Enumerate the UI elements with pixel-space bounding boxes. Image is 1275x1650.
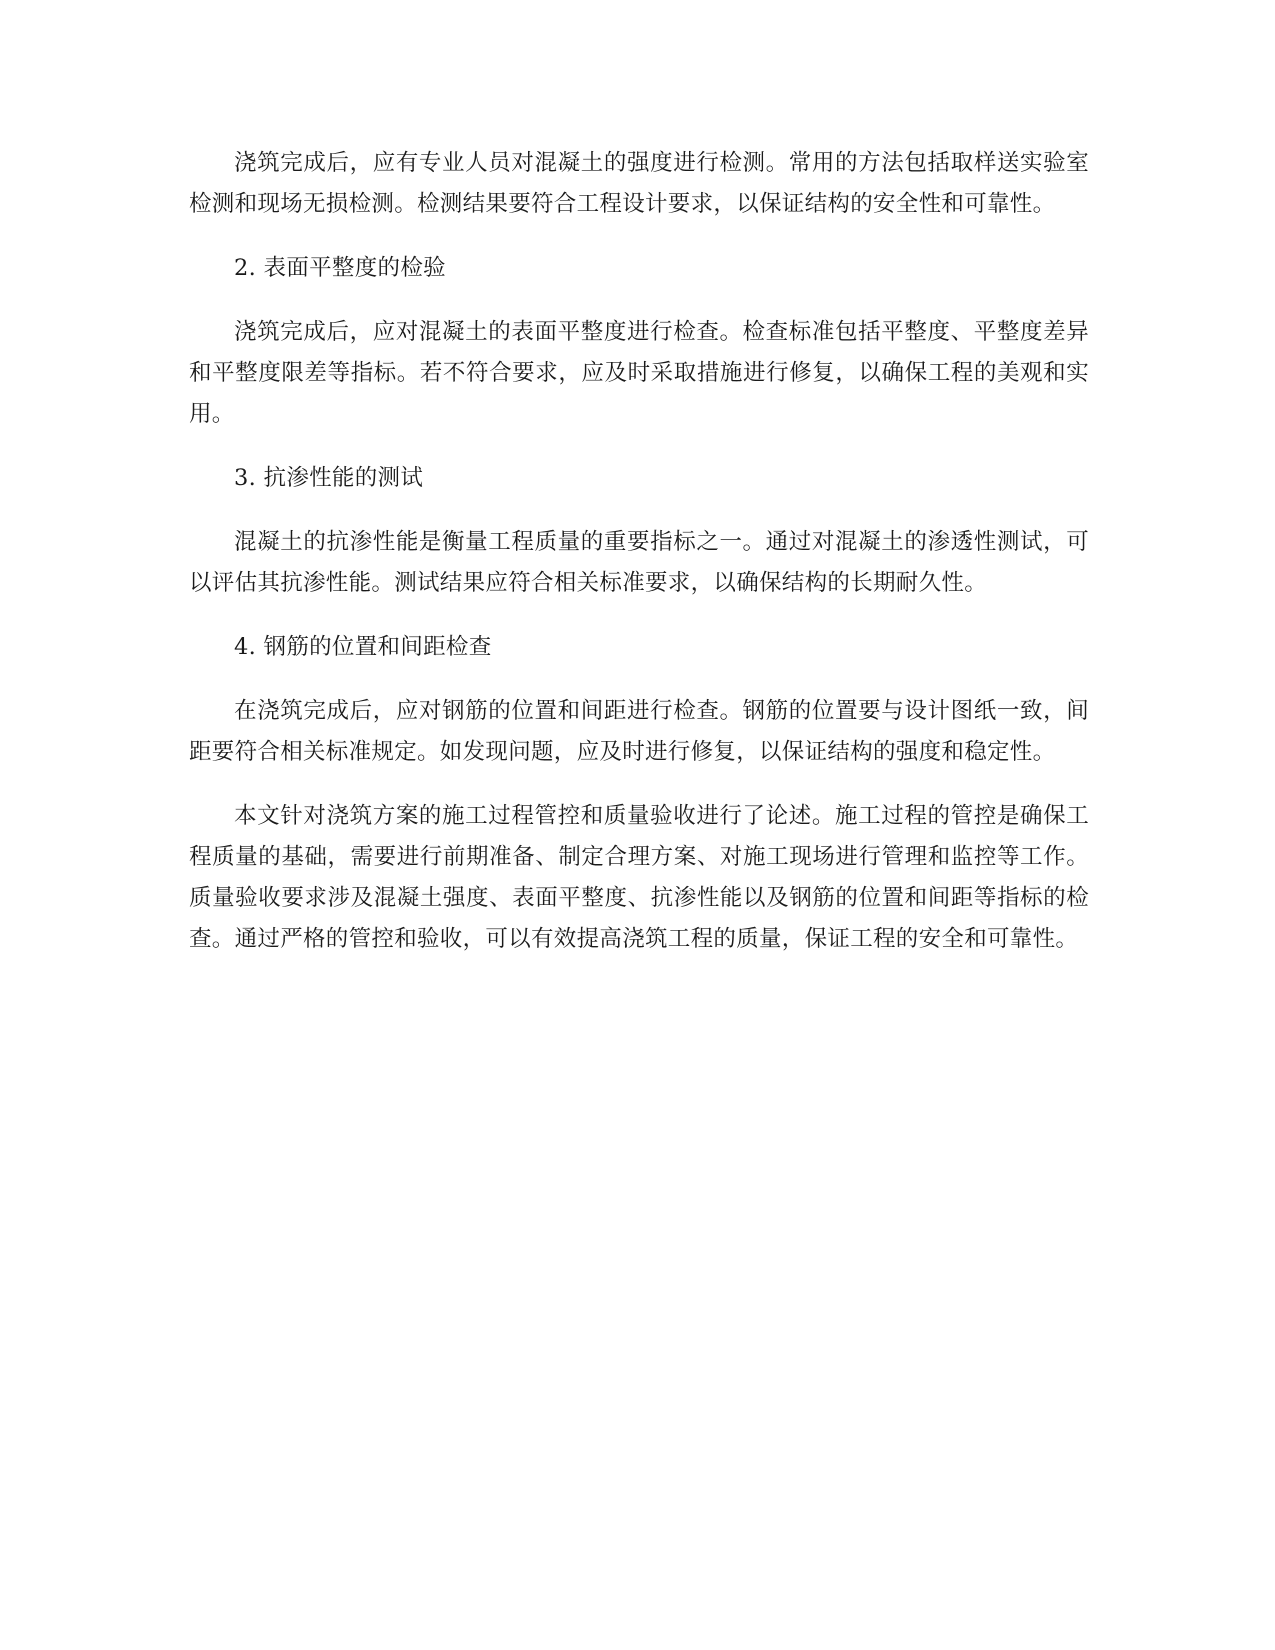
section-heading-rebar-check: 4. 钢筋的位置和间距检查 bbox=[234, 634, 492, 660]
paragraph-conclusion: 本文针对浇筑方案的施工过程管控和质量验收进行了论述。施工过程的管控是确保工程质量的基础，需要进行前期准备、制定合理方案、对施工现场进行管理和监控等工作。质量验收要求涉及混凝土强度、表面平整度、抗渗性能以及钢筋的位置和间距等指标的检查。通过严格的管控和验收，可以有效提高浇筑工程的质量，保证工程的安全和可靠性。 bbox=[189, 803, 1089, 952]
paragraph-strength-testing: 浇筑完成后，应有专业人员对混凝土的强度进行检测。常用的方法包括取样送实验室检测和现场无损检测。检测结果要符合工程设计要求，以保证结构的安全性和可靠性。 bbox=[189, 150, 1089, 217]
paragraph-impermeability: 混凝土的抗渗性能是衡量工程质量的重要指标之一。通过对混凝土的渗透性测试，可以评估其抗渗性能。测试结果应符合相关标准要求，以确保结构的长期耐久性。 bbox=[189, 529, 1089, 596]
paragraph-rebar-check: 在浇筑完成后，应对钢筋的位置和间距进行检查。钢筋的位置要与设计图纸一致，间距要符合相关标准规定。如发现问题，应及时进行修复，以保证结构的强度和稳定性。 bbox=[189, 698, 1089, 765]
document-body bbox=[189, 143, 1089, 983]
section-heading-surface-flatness: 2. 表面平整度的检验 bbox=[234, 255, 446, 281]
paragraph-surface-flatness: 浇筑完成后，应对混凝土的表面平整度进行检查。检查标准包括平整度、平整度差异和平整度限差等指标。若不符合要求，应及时采取措施进行修复，以确保工程的美观和实用。 bbox=[189, 319, 1089, 427]
section-heading-impermeability: 3. 抗渗性能的测试 bbox=[234, 465, 424, 491]
